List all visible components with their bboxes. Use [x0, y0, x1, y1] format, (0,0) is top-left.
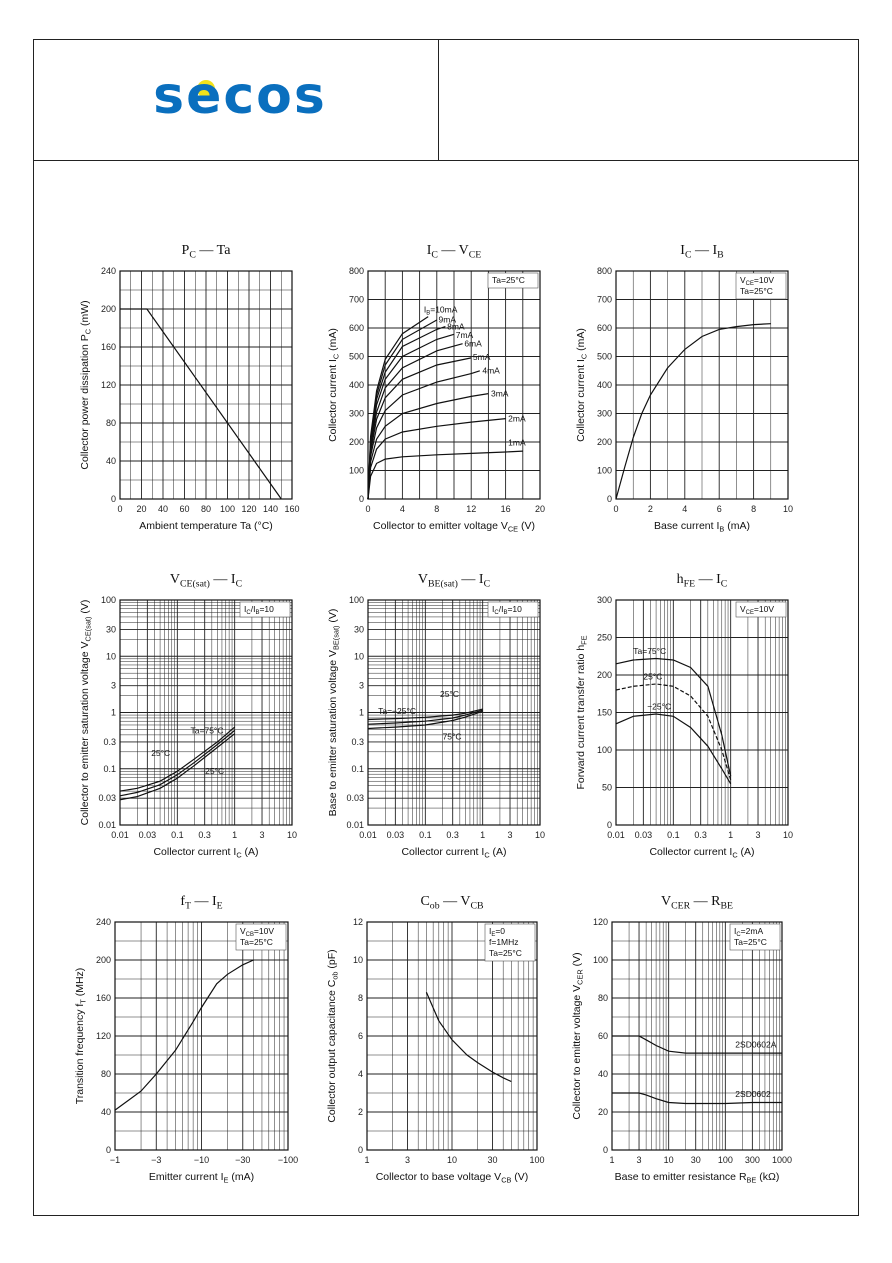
x-tick-label: 100 [717, 1155, 733, 1165]
cob_vcb-series-line [426, 992, 511, 1081]
vbesat_ic-legend-box [488, 602, 538, 617]
legend-box-line: Ta=25°C [740, 286, 773, 296]
vcesat_ic-y-label: Collector to emitter saturation voltage $V_{CE(sat)}$ (V) [79, 599, 93, 826]
ic_ib-x-label: Base current $I_B$ (mA) [654, 520, 750, 534]
y-tick-label: 240 [100, 266, 116, 276]
x-tick-label: 1000 [771, 1155, 793, 1165]
y-tick-label: 0.3 [103, 736, 116, 747]
x-tick-label: 10 [782, 830, 794, 840]
ft_ie-grid [115, 922, 288, 1150]
vbesat_ic-title: $V_{BE(sat)}$ — $I_C$ [417, 572, 491, 590]
x-tick-label: −100 [277, 1155, 299, 1165]
y-tick-label: 200 [95, 955, 111, 965]
y-tick-label: 150 [596, 707, 612, 718]
hfe_ic-y-label: Forward current transfer ratio $h_{FE}$ [575, 635, 589, 790]
series-label: 9mA [438, 314, 457, 325]
ft_ie-x-label: Emitter current $I_E$ (mA) [148, 1171, 255, 1185]
hfe_ic-legend-box [736, 602, 786, 617]
ic_vce-x-label: Collector to emitter voltage $V_{CE}$ (V) [373, 520, 535, 534]
x-tick-label: 1 [609, 1155, 615, 1165]
y-tick-label: 0 [110, 494, 116, 504]
y-tick-label: 10 [105, 651, 116, 662]
x-tick-label: 16 [500, 504, 511, 514]
x-tick-label: 1 [480, 830, 486, 840]
y-tick-label: 80 [597, 993, 608, 1003]
y-tick-label: 0.3 [351, 736, 364, 747]
vcesat_ic-x-label: Collector current $I_C$ (A) [153, 846, 259, 860]
x-tick-label: 0.1 [667, 830, 680, 840]
y-tick-label: 100 [348, 595, 364, 605]
y-tick-label: 600 [348, 323, 364, 333]
y-tick-label: 0 [357, 1145, 363, 1155]
y-tick-label: 100 [596, 465, 612, 476]
y-tick-label: 800 [596, 266, 612, 276]
x-tick-label: 10 [534, 830, 546, 840]
cob_vcb-legend-box [485, 924, 535, 961]
ft_ie-title: $f_T$ — $I_E$ [180, 894, 223, 912]
vcer_rbe-legend-box [730, 924, 780, 950]
y-tick-label: 0.01 [98, 820, 116, 830]
series-label: 75°C [442, 731, 462, 742]
pc_ta-x-label: Ambient temperature Ta (°C) [139, 520, 273, 532]
x-tick-label: 3 [259, 830, 265, 840]
legend-box-line: $V_{CB}=10V$ [240, 926, 275, 939]
x-tick-label: 10 [663, 1155, 674, 1165]
y-tick-label: 12 [352, 917, 363, 927]
x-tick-label: 2 [647, 504, 653, 514]
y-tick-label: 0.03 [98, 793, 116, 804]
legend-box-line: Ta=25°C [489, 948, 522, 958]
pc_ta-grid [120, 271, 292, 499]
series-label: Ta=−25°C [378, 705, 417, 716]
hfe_ic-title: $h_{FE}$ — $I_C$ [676, 572, 728, 590]
vbesat_ic-y-label: Base to emitter saturation voltage $V_{BE(sat)}$ (V) [327, 608, 341, 817]
y-tick-label: 700 [596, 294, 612, 305]
ic_vce-series-line [368, 344, 463, 499]
y-tick-label: 0 [606, 494, 612, 504]
y-tick-label: 0.1 [351, 763, 364, 774]
y-tick-label: 120 [100, 380, 116, 390]
cob_vcb-y-label: Collector output capacitance $C_{ob}$ (pF) [326, 949, 340, 1123]
y-tick-label: 300 [596, 408, 612, 419]
x-tick-label: 0.03 [634, 830, 653, 840]
y-tick-label: 240 [95, 917, 111, 927]
vcesat_ic-legend-box [240, 602, 290, 617]
x-tick-label: 0.3 [198, 830, 211, 840]
y-tick-label: 200 [596, 437, 612, 447]
ic_ib-grid [616, 271, 788, 499]
series-label: 6mA [464, 338, 482, 349]
y-tick-label: 30 [105, 624, 116, 635]
vcesat_ic-grid [120, 600, 292, 825]
x-tick-label: 0.01 [111, 830, 129, 840]
x-tick-label: −30 [235, 1155, 251, 1165]
y-tick-label: 6 [357, 1031, 363, 1041]
y-tick-label: 300 [348, 408, 364, 419]
hfe_ic-x-label: Collector current $I_C$ (A) [649, 846, 755, 860]
y-tick-label: 1 [110, 707, 116, 718]
x-tick-label: −3 [151, 1155, 162, 1165]
vcer_rbe-y-label: Collector to emitter voltage $V_{CER}$ (V) [571, 952, 585, 1120]
y-tick-label: 100 [596, 745, 612, 755]
ic_ib-y-label: Collector current $I_C$ (mA) [575, 328, 589, 442]
y-tick-label: 200 [348, 437, 364, 447]
x-tick-label: 0 [613, 504, 619, 514]
cob_vcb-chart [326, 894, 545, 1185]
y-tick-label: 100 [592, 955, 608, 965]
pc_ta-chart [79, 243, 300, 532]
series-label: 4mA [482, 365, 500, 376]
ic_vce-series-line [368, 451, 523, 499]
y-tick-label: 120 [95, 1031, 111, 1041]
y-tick-label: 500 [596, 351, 612, 362]
y-tick-label: 500 [348, 351, 364, 362]
x-tick-label: 3 [405, 1155, 411, 1165]
y-tick-label: 10 [352, 955, 363, 965]
x-tick-label: 120 [241, 504, 257, 514]
x-tick-label: 4 [682, 504, 688, 514]
vcer_rbe-chart [571, 894, 792, 1185]
x-tick-label: 3 [755, 830, 761, 840]
y-tick-label: 200 [100, 304, 116, 314]
legend-box-line: $I_C/I_B=10$ [492, 604, 522, 616]
y-tick-label: 2 [357, 1107, 363, 1117]
series-label: −25°C [647, 701, 672, 712]
ic_vce-legend-box [488, 273, 538, 288]
legend-box-line: Ta=25°C [734, 937, 767, 947]
series-label: 8mA [447, 321, 465, 332]
x-tick-label: 10 [446, 1155, 458, 1165]
x-tick-label: 10 [782, 504, 794, 514]
legend-box-line: $V_{CE}=10V$ [740, 604, 775, 617]
y-tick-label: 10 [353, 651, 364, 662]
x-tick-label: 30 [690, 1155, 701, 1165]
x-tick-label: 4 [399, 504, 405, 514]
y-tick-label: 3 [110, 680, 116, 691]
vbesat_ic-chart [327, 572, 545, 860]
x-tick-label: 80 [200, 504, 212, 514]
x-tick-label: 60 [179, 504, 190, 514]
x-tick-label: 10 [286, 830, 298, 840]
x-tick-label: 0.03 [386, 830, 405, 840]
x-tick-label: 1 [728, 830, 734, 840]
y-tick-label: 300 [596, 595, 612, 605]
y-tick-label: 20 [597, 1107, 608, 1117]
x-tick-label: 30 [487, 1155, 498, 1165]
y-tick-label: 50 [601, 782, 612, 793]
x-tick-label: 0.01 [607, 830, 625, 840]
series-label: 25°C [643, 671, 663, 682]
x-tick-label: 300 [744, 1155, 760, 1165]
series-label: Ta=75°C [190, 725, 224, 736]
series-label: 3mA [490, 388, 509, 399]
y-tick-label: 250 [596, 632, 612, 643]
y-tick-label: 0 [358, 494, 364, 504]
y-tick-label: 1 [358, 707, 364, 718]
y-tick-label: 800 [348, 266, 364, 276]
x-tick-label: 100 [529, 1155, 545, 1165]
x-tick-label: 0 [365, 504, 371, 514]
x-tick-label: 1 [364, 1155, 370, 1165]
vcesat_ic-title: $V_{CE(sat)}$ — $I_C$ [169, 572, 243, 590]
y-tick-label: 4 [357, 1069, 363, 1079]
legend-box-line: Ta=25°C [492, 275, 525, 285]
cob_vcb-title: $C_{ob}$ — $V_{CB}$ [420, 894, 484, 912]
pc_ta-y-label: Collector power dissipation $P_C$ (mW) [79, 300, 93, 470]
y-tick-label: 100 [100, 595, 116, 605]
y-tick-label: 160 [95, 993, 111, 1003]
y-tick-label: 160 [100, 342, 116, 352]
cob_vcb-x-label: Collector to base voltage $V_{CB}$ (V) [375, 1171, 529, 1185]
x-tick-label: 0.03 [138, 830, 157, 840]
y-tick-label: 600 [596, 323, 612, 333]
ic_vce-chart [327, 243, 545, 534]
y-tick-label: 0.03 [346, 793, 364, 804]
x-tick-label: −10 [193, 1155, 210, 1165]
y-tick-label: 400 [348, 380, 364, 390]
x-tick-label: 1 [232, 830, 238, 840]
vbesat_ic-x-label: Collector current $I_C$ (A) [401, 846, 507, 860]
series-label: 2SD0602A [735, 1039, 777, 1050]
series-label: 5mA [472, 352, 491, 363]
vcesat_ic-chart [79, 572, 297, 860]
y-tick-label: 100 [348, 465, 364, 476]
series-label: $I_B=10mA$ [423, 304, 458, 317]
y-tick-label: 3 [358, 680, 364, 691]
x-tick-label: 3 [636, 1155, 642, 1165]
x-tick-label: 0 [117, 504, 123, 514]
y-tick-label: 0 [602, 1145, 608, 1155]
x-tick-label: 40 [157, 504, 169, 514]
y-tick-label: 120 [592, 917, 608, 927]
vcer_rbe-title: $V_{CER}$ — $R_{BE}$ [660, 894, 734, 912]
series-label: 7mA [455, 329, 474, 340]
series-label: 2SD0602 [735, 1088, 771, 1099]
y-tick-label: 400 [596, 380, 612, 390]
pc_ta-title: $P_C$ — Ta [181, 243, 231, 261]
y-tick-label: 40 [100, 1107, 111, 1117]
y-tick-label: 700 [348, 294, 364, 305]
x-tick-label: 160 [284, 504, 300, 514]
y-tick-label: 0.1 [103, 763, 116, 774]
series-label: 1mA [508, 437, 526, 448]
y-tick-label: 0 [105, 1145, 111, 1155]
series-label: 25°C [151, 747, 171, 758]
legend-box-line: Ta=25°C [240, 937, 273, 947]
x-tick-label: 20 [534, 504, 546, 514]
x-tick-label: 6 [716, 504, 722, 514]
logo-text: secos [153, 75, 327, 119]
x-tick-label: 12 [466, 504, 477, 514]
legend-box-line: f=1MHz [489, 937, 519, 947]
hfe_ic-chart [575, 572, 793, 860]
series-label: 2mA [508, 413, 526, 424]
x-tick-label: 8 [434, 504, 440, 514]
vcer_rbe-x-label: Base to emitter resistance $R_{BE}$ (kΩ) [614, 1171, 780, 1185]
hfe_ic-grid [616, 600, 788, 825]
y-tick-label: 40 [597, 1069, 608, 1079]
x-tick-label: 0.3 [446, 830, 459, 840]
ic_ib-title: $I_C$ — $I_B$ [680, 243, 724, 261]
legend-box-line: $I_C/I_B=10$ [244, 604, 274, 616]
x-tick-label: 3 [507, 830, 513, 840]
x-tick-label: 0.1 [419, 830, 432, 840]
y-tick-label: 0.01 [346, 820, 364, 830]
series-label: Ta=75°C [633, 646, 667, 656]
y-tick-label: 8 [357, 993, 363, 1003]
ft_ie-chart [74, 894, 298, 1185]
x-tick-label: 0.01 [359, 830, 377, 840]
ic_ib-series-line [616, 324, 771, 499]
ic_vce-title: $I_C$ — $V_{CE}$ [426, 243, 482, 261]
ft_ie-y-label: Transition frequency $f_T$ (MHz) [74, 967, 88, 1105]
ic_vce-y-label: Collector current $I_C$ (mA) [327, 328, 341, 442]
x-tick-label: 20 [136, 504, 147, 514]
series-label: 25°C [439, 688, 459, 699]
legend-box-line: $I_C=2mA$ [734, 926, 764, 939]
x-tick-label: 8 [751, 504, 757, 514]
x-tick-label: −1 [109, 1155, 121, 1165]
ic_ib-legend-box [736, 273, 786, 299]
x-tick-label: 140 [262, 504, 279, 514]
x-tick-label: 100 [219, 504, 236, 514]
legend-box-line: $V_{CE}=10V$ [740, 275, 775, 288]
y-tick-label: 200 [596, 670, 612, 680]
legend-box-line: $I_E=0$ [489, 926, 506, 939]
y-tick-label: 40 [105, 456, 116, 466]
series-label: −25°C [200, 766, 225, 777]
x-tick-label: 0.3 [694, 830, 707, 840]
ft_ie-series-line [115, 960, 254, 1110]
y-tick-label: 80 [100, 1069, 111, 1079]
ic_ib-chart [575, 243, 793, 534]
y-tick-label: 0 [606, 820, 612, 830]
ft_ie-legend-box [236, 924, 286, 950]
y-tick-label: 30 [353, 624, 364, 635]
y-tick-label: 60 [597, 1031, 608, 1041]
ic_vce-series-line [368, 334, 454, 499]
x-tick-label: 0.1 [171, 830, 184, 840]
y-tick-label: 80 [105, 418, 116, 428]
